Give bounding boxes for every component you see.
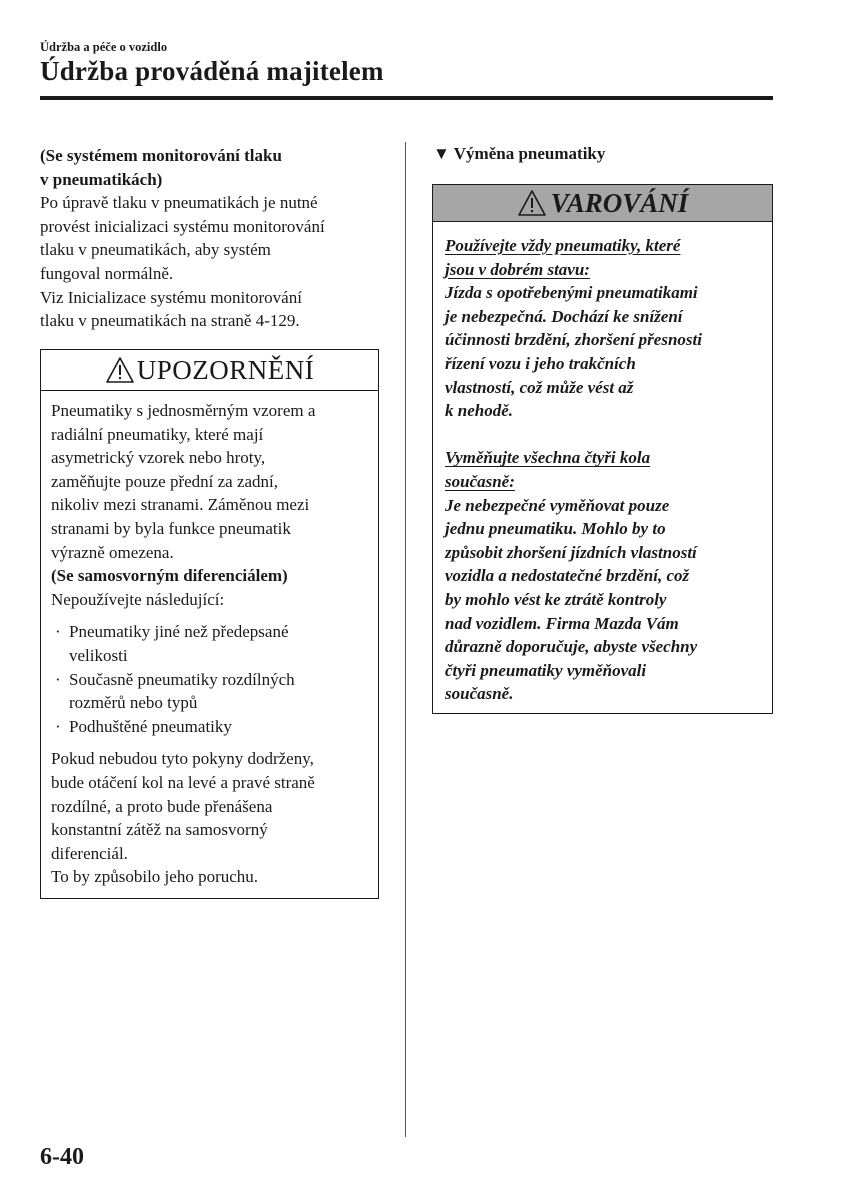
caution-header (41, 350, 378, 391)
warning-text-line: jednu pneumatiku. Mohlo by to (445, 519, 666, 539)
warning-text-line: Jízda s opotřebenými pneumatikami (445, 283, 698, 303)
warning-header (433, 185, 772, 222)
caution-text-line: stranami by byla funkce pneumatik (51, 518, 291, 538)
warning-triangle-icon (517, 189, 547, 217)
list-item-line: Současně pneumatiky rozdílných (69, 669, 295, 689)
spacer (445, 423, 760, 447)
caution-box (40, 349, 379, 899)
header-rule (40, 96, 773, 100)
warning-text-line: vlastností, což může vést až (445, 377, 634, 397)
bullet: · (55, 669, 61, 689)
caution-list (51, 620, 368, 738)
caution-text-line: zaměňujte pouze přední za zadní, (51, 471, 279, 491)
caution-body (41, 391, 378, 889)
list-item (51, 620, 368, 667)
tpms-paragraph-line: tlaku v pneumatikách na straně 4-129. (40, 311, 300, 331)
caution-title: UPOZORNĚNÍ (136, 354, 315, 385)
warning-text-line: řízení vozu i jeho trakčních (445, 353, 636, 373)
warning-text-line: způsobit zhoršení jízdních vlastností (445, 542, 697, 562)
list-item-line: velikosti (69, 645, 128, 665)
section-title-text: Výměna pneumatiky (453, 144, 606, 163)
warning-text-line: současně. (445, 684, 514, 704)
tpms-heading-line-1: (Se systémem monitorování tlaku (40, 146, 282, 165)
warning-text-line: čtyři pneumatiky vyměňovali (445, 660, 647, 680)
triangle-down-icon: ▼ (433, 144, 450, 163)
list-item-line: Pneumatiky jiné než předepsané (69, 622, 289, 642)
page-title: Údržba prováděná majitelem (40, 56, 384, 86)
column-divider (405, 142, 406, 1137)
caution-text-line: Pokud nebudou tyto pokyny dodrženy, (51, 749, 314, 769)
warning-text-line: k nehodě. (445, 401, 513, 421)
caution-text-line: radiální pneumatiky, které mají (51, 424, 264, 444)
list-item (51, 668, 368, 715)
warning-heading-line: Vyměňujte všechna čtyři kola (445, 448, 651, 468)
caution-text-line: konstantní zátěž na samosvorný (51, 820, 268, 840)
caution-text-line: Pneumatiky s jednosměrným vzorem a (51, 401, 316, 420)
warning-text-line: vozidla a nedostatečné brzdění, což (445, 566, 690, 586)
caution-subheading: (Se samosvorným diferenciálem) (51, 566, 288, 586)
caution-intro: Nepoužívejte následující: (51, 589, 225, 609)
tpms-heading-line-2: v pneumatikách) (40, 169, 163, 189)
page-number: 6-40 (40, 1144, 84, 1170)
warning-text-line: důrazně doporučuje, abyste všechny (445, 637, 698, 657)
warning-heading-line: Používejte vždy pneumatiky, které (445, 236, 681, 255)
caution-text-line: asymetrický vzorek nebo hroty, (51, 448, 266, 468)
caution-text-line: To by způsobilo jeho poruchu. (51, 867, 259, 887)
list-item (51, 715, 368, 739)
bullet: · (55, 622, 61, 642)
warning-box (432, 184, 773, 714)
caution-text-line: bude otáčení kol na levé a pravé straně (51, 772, 315, 792)
warning-heading-line: jsou v dobrém stavu: (445, 259, 590, 279)
warning-body (433, 222, 772, 706)
tpms-paragraph-line: provést inicializaci systému monitorování (40, 216, 325, 236)
caution-text-line: nikoliv mezi stranami. Záměnou mezi (51, 495, 310, 515)
list-item-line: rozměrů nebo typů (69, 693, 198, 713)
tpms-paragraph-line: Viz Inicializace systému monitorování (40, 287, 302, 307)
warning-title: VAROVÁNÍ (550, 187, 689, 218)
tpms-paragraph-line: tlaku v pneumatikách, aby systém (40, 240, 271, 260)
warning-text-line: by mohlo vést ke ztrátě kontroly (445, 589, 667, 609)
bullet: · (55, 716, 61, 736)
caution-text-line: výrazně omezena. (51, 542, 174, 562)
warning-text-line: Je nebezpečné vyměňovat pouze (445, 495, 670, 515)
left-column (40, 144, 380, 333)
warning-triangle-icon (105, 356, 135, 384)
caution-text-line: diferenciál. (51, 843, 128, 863)
tpms-paragraph-line: Po úpravě tlaku v pneumatikách je nutné (40, 193, 318, 213)
list-item-line: Podhuštěné pneumatiky (69, 716, 232, 736)
warning-heading-line: současně: (445, 471, 515, 491)
section-title (433, 144, 605, 164)
warning-text-line: je nebezpečná. Dochází ke snížení (445, 306, 683, 326)
tpms-paragraph-line: fungoval normálně. (40, 263, 174, 283)
warning-text-line: účinnosti brzdění, zhoršení přesnosti (445, 330, 702, 350)
running-header: Údržba a péče o vozidlo (40, 40, 168, 54)
warning-text-line: nad vozidlem. Firma Mazda Vám (445, 613, 679, 633)
caution-text-line: rozdílné, a proto bude přenášena (51, 796, 273, 816)
